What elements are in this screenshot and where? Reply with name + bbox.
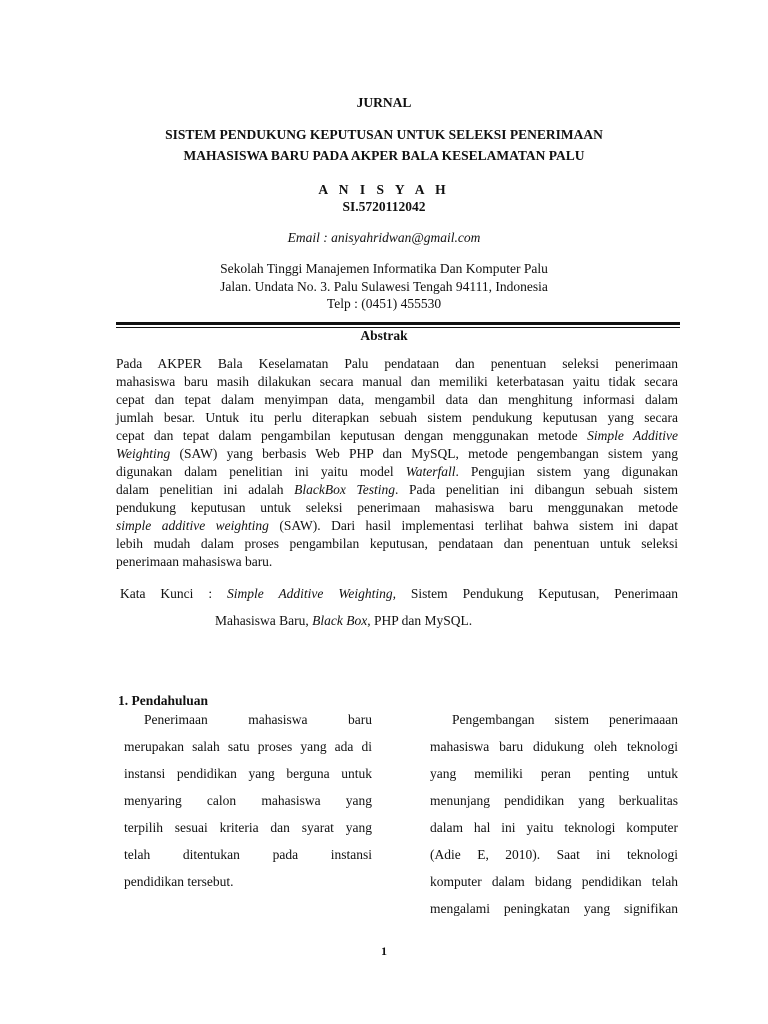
column-line: komputer dalam bidang pendidikan telah [430, 874, 678, 889]
abstract-line: cepat dan tepat dalam pengambilan keputusan dengan menggunakan metode Simple Additive [116, 428, 679, 443]
abstract-line: pendukung keputusan untuk seleksi penerimaan mahasiswa baru menggunakan metode [116, 500, 678, 515]
column-line: menyaring calon mahasiswa yang [124, 793, 372, 808]
abstract-line: mahasiswa baru masih dilakukan secara manual dan memiliki keterbatasan yaitu tidak secara [116, 374, 678, 389]
abstract-line: jumlah besar. Untuk itu perlu diterapkan sebuah sistem pendukung keputusan yang secara [116, 410, 678, 425]
column-line: telah ditentukan pada instansi [124, 847, 372, 862]
page-number: 1 [381, 944, 387, 958]
column-line: merupakan salah satu proses yang ada di [124, 739, 372, 754]
abstract-body [116, 355, 678, 571]
abstract-italic-term: BlackBox Testing [294, 482, 395, 497]
column-line: terpilih sesuai kriteria dan syarat yang [124, 820, 372, 835]
column-line: mahasiswa baru didukung oleh teknologi [430, 739, 678, 754]
abstract-heading: Abstrak [360, 328, 408, 343]
journal-label: JURNAL [356, 95, 412, 110]
abstract-italic-term: Simple Additive [587, 428, 679, 443]
column-line: yang memiliki peran penting untuk [430, 766, 678, 781]
intro-left-column [124, 712, 372, 912]
section-heading-pendahuluan: 1. Pendahuluan [118, 693, 209, 708]
column-line: (Adie E, 2010). Saat ini teknologi [430, 847, 678, 862]
abstract-line: Weighting (SAW) yang berbasis Web PHP dan MySQL, metode pengembangan sistem yang [116, 446, 678, 461]
column-line: dalam hal ini yaitu teknologi komputer [430, 820, 678, 835]
abstract-line: lebih mudah dalam proses pengambilan keputusan, pendataan dan penentuan untuk seleksi [116, 536, 678, 551]
abstract-line: simple additive weighting (SAW). Dari hasil implementasi terlihat bahwa sistem ini dapat [116, 518, 678, 533]
paper-title-line1: SISTEM PENDUKUNG KEPUTUSAN UNTUK SELEKSI PENERIMAAN [165, 127, 603, 142]
abstract-line: Pada AKPER Bala Keselamatan Palu pendataan dan penentuan seleksi penerimaan [116, 356, 678, 371]
keyword-italic-term: Simple Additive Weighting, [227, 586, 396, 601]
institution-name: Sekolah Tinggi Manajemen Informatika Dan Komputer Palu [220, 261, 548, 276]
column-line: mengalami peningkatan yang signifikan [430, 901, 678, 916]
student-id: SI.5720112042 [342, 199, 426, 214]
column-line: menunjang pendidikan yang berkualitas [430, 793, 678, 808]
keywords-line2: Mahasiswa Baru, Black Box, PHP dan MySQL. [215, 613, 473, 628]
author-name: A N I S Y A H [318, 182, 450, 197]
institution-phone: Telp : (0451) 455530 [326, 296, 442, 311]
paper-title-line2: MAHASISWA BARU PADA AKPER BALA KESELAMATAN PALU [183, 148, 585, 163]
abstract-line: digunakan dalam penelitian ini yaitu model Waterfall. Pengujian sistem yang digunakan [116, 464, 678, 479]
keyword-italic-term: Black Box [312, 613, 368, 628]
abstract-italic-term: Weighting [116, 446, 171, 461]
intro-right-column [430, 712, 678, 932]
column-line: Pengembangan sistem penerimaaan [452, 712, 678, 727]
header-rule-thick [116, 322, 680, 325]
abstract-italic-term: Waterfall [405, 464, 456, 479]
abstract-line: cepat dan tepat dalam menyimpan data, mengambil data dan menghitung informasi dalam [116, 392, 678, 407]
column-line: instansi pendidikan yang berguna untuk [124, 766, 372, 781]
institution-address: Jalan. Undata No. 3. Palu Sulawesi Tengah 94111, Indonesia [220, 279, 548, 294]
author-email[interactable]: Email : anisyahridwan@gmail.com [287, 230, 481, 245]
abstract-line: dalam penelitian ini adalah BlackBox Testing. Pada penelitian ini dibangun sebuah sistem [116, 482, 678, 497]
keywords-line1: Kata Kunci : Simple Additive Weighting, Sistem Pendukung Keputusan, Penerimaan [120, 586, 679, 601]
abstract-italic-term: simple additive weighting [116, 518, 269, 533]
keywords-label: Kata Kunci : [120, 586, 213, 601]
abstract-line: penerimaan mahasiswa baru. [116, 554, 273, 569]
column-line: Penerimaan mahasiswa baru [144, 712, 372, 727]
column-line: pendidikan tersebut. [124, 874, 234, 889]
